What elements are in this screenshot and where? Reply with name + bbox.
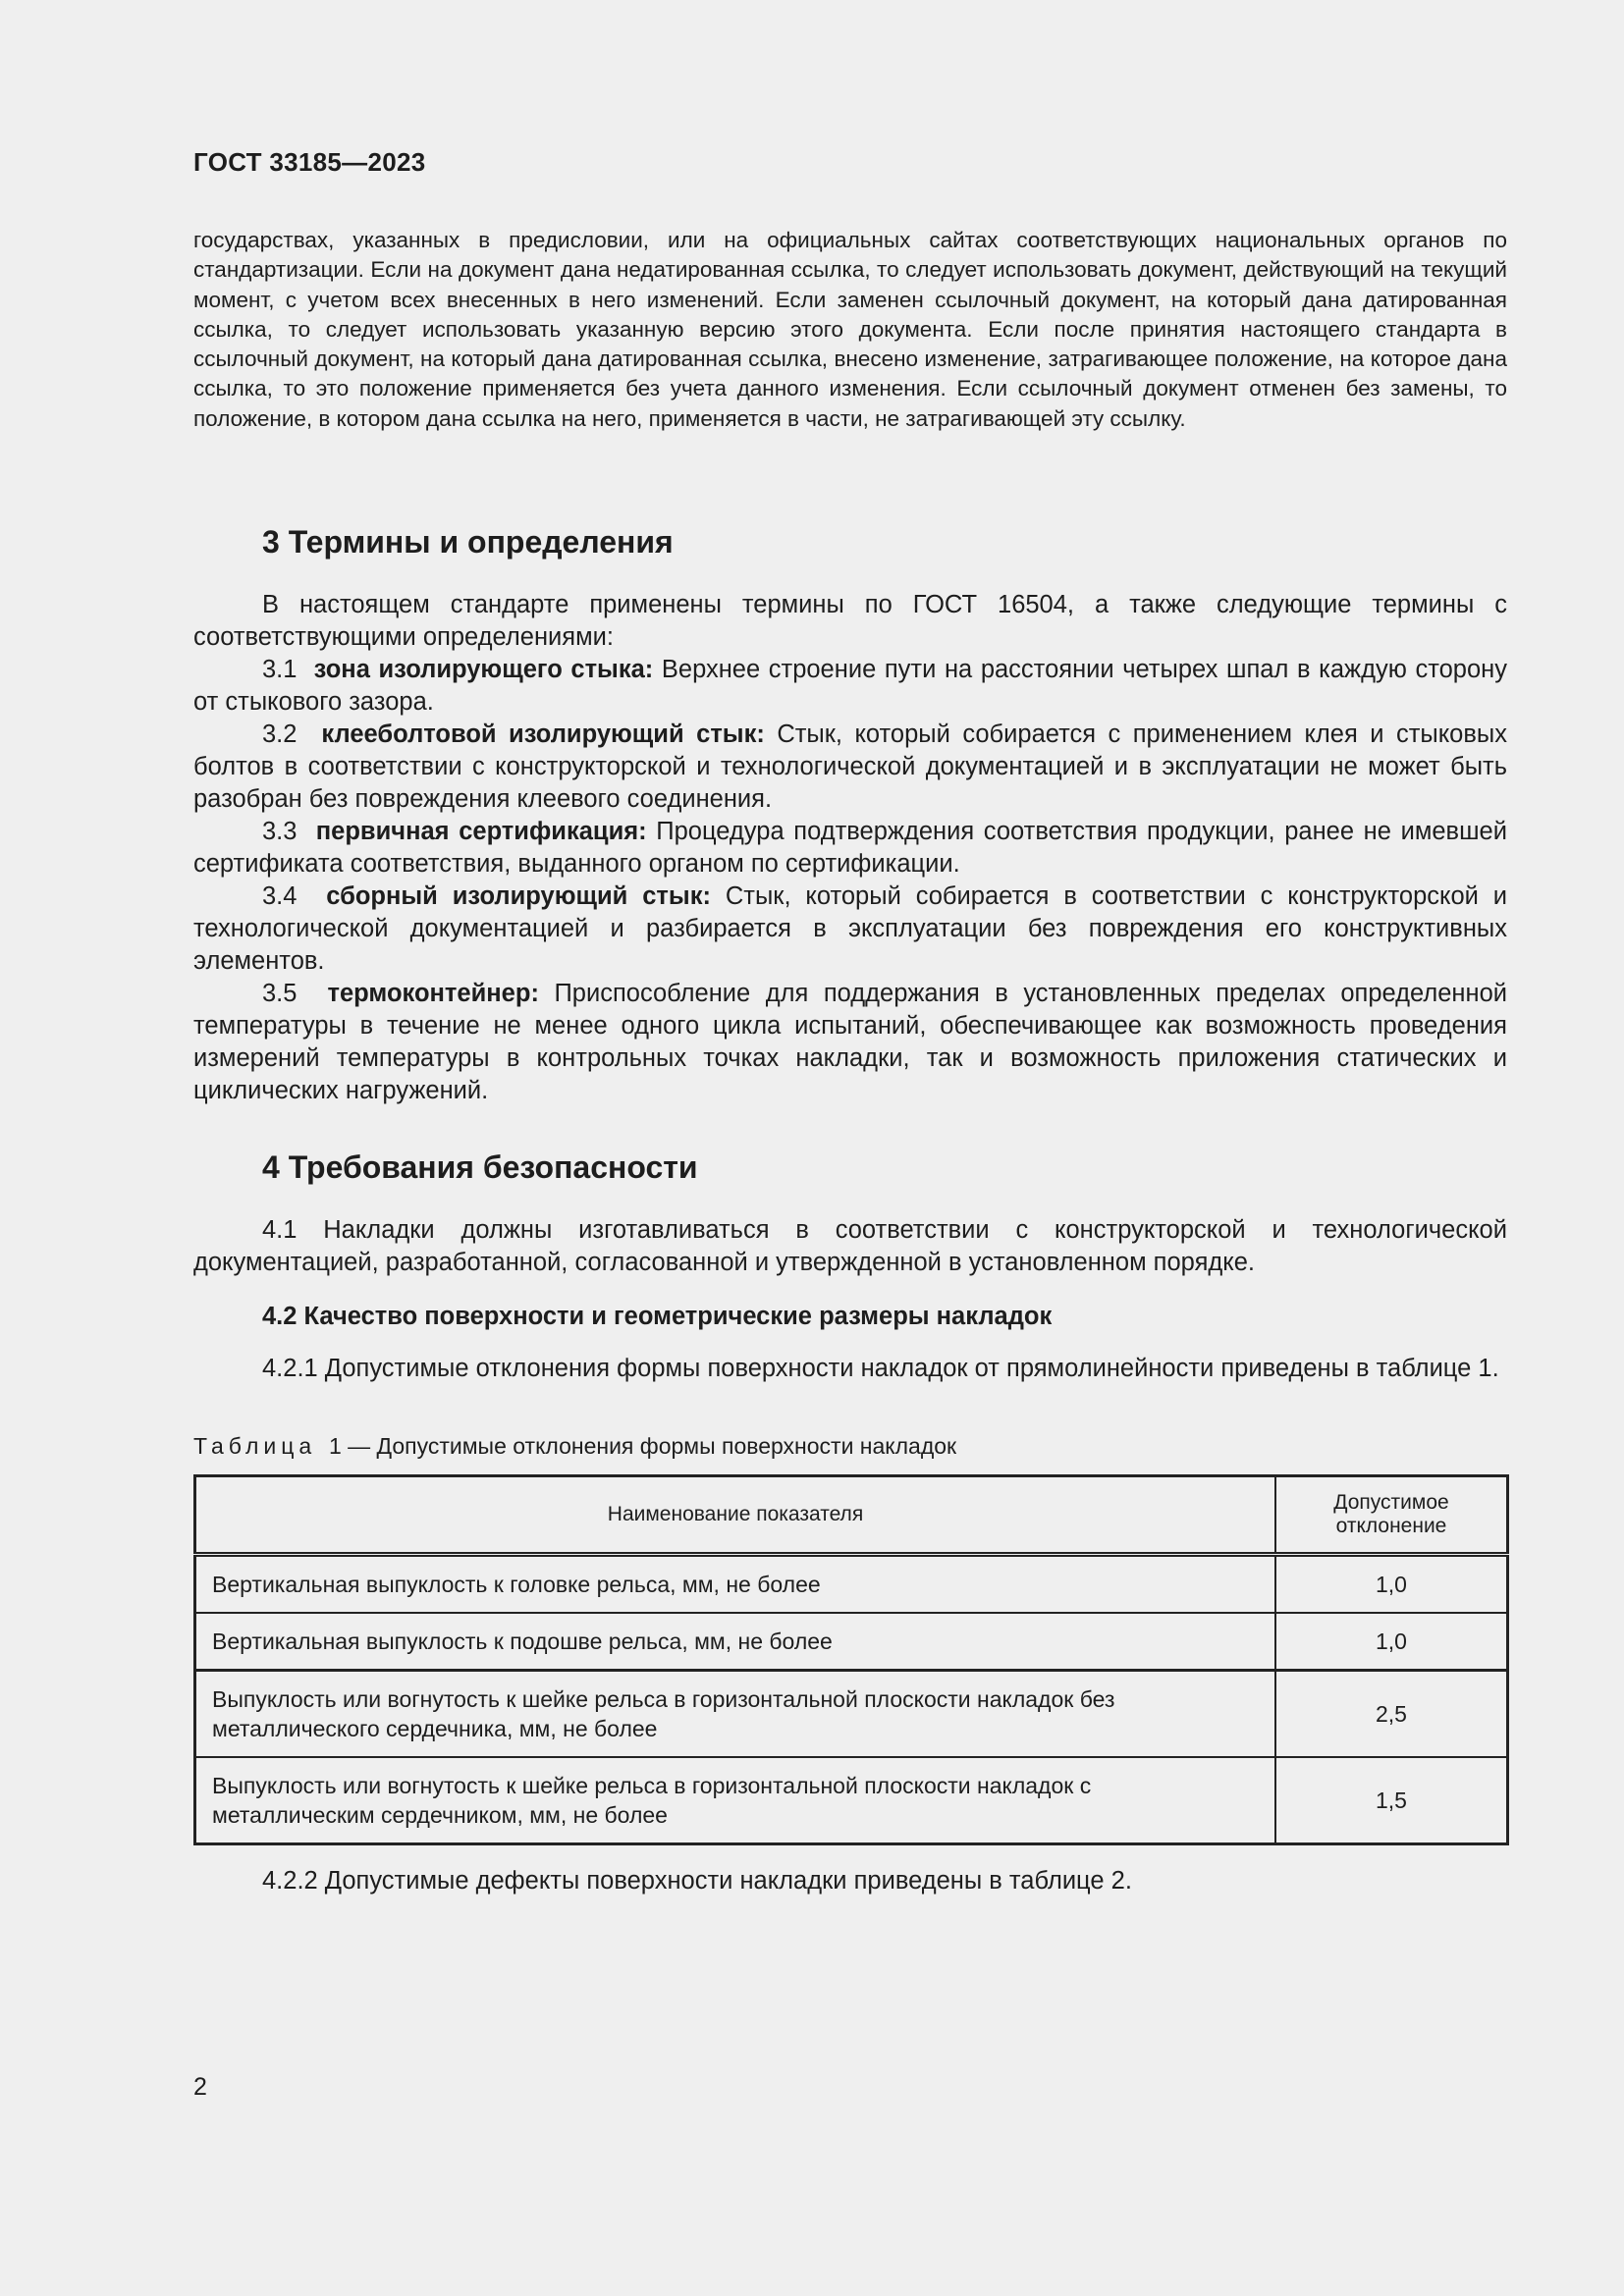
table-cell-value: 1,0 [1275, 1555, 1508, 1614]
term-3-3: 3.3 первичная сертификация: Процедура подтверждения соответствия продукции, ранее не имевшей сертификата соответствия, выданного органом по сертификации. [193, 818, 1507, 878]
table-row [195, 1613, 1508, 1671]
column-header-name: Наименование показателя [195, 1476, 1276, 1555]
section-3 [193, 520, 1507, 1107]
table-header-row [195, 1476, 1508, 1555]
table-cell-name: Выпуклость или вогнутость к шейке рельса в горизонтальной плоскости накладок с металлическим сердечником, мм, не более [195, 1757, 1276, 1844]
section-3-lead: В настоящем стандарте применены термины по ГОСТ 16504, а также следующие термины с соответствующими определениями: [193, 591, 1507, 651]
table-cell-value: 1,0 [1275, 1613, 1508, 1671]
document-header: ГОСТ 33185—2023 [193, 147, 426, 177]
term-3-1: 3.1 зона изолирующего стыка: Верхнее строение пути на расстоянии четырех шпал в каждую сторону от стыкового зазора. [193, 656, 1507, 716]
term-label: термоконтейнер: [327, 980, 539, 1007]
section-3-title: 3 Термины и определения [262, 524, 674, 560]
table-cell-value: 1,5 [1275, 1757, 1508, 1844]
term-label: зона изолирующего стыка: [313, 656, 654, 683]
section-4 [193, 1146, 1507, 1385]
table-row [195, 1671, 1508, 1758]
paragraph-4-2-2: 4.2.2 Допустимые дефекты поверхности накладки приведены в таблице 2. [262, 1867, 1132, 1895]
table-1-caption: Таблица 1 — Допустимые отклонения формы поверхности накладок [193, 1433, 957, 1459]
table-row [195, 1555, 1508, 1614]
term-label: сборный изолирующий стык: [326, 882, 711, 910]
term-label: первичная сертификация: [315, 818, 647, 845]
table-1 [193, 1474, 1509, 1845]
subsection-4-2-title: 4.2 Качество поверхности и геометрические размеры накладок [262, 1303, 1053, 1330]
table-cell-name: Вертикальная выпуклость к подошве рельса, мм, не более [195, 1613, 1276, 1671]
table-cell-name: Выпуклость или вогнутость к шейке рельса в горизонтальной плоскости накладок без металлического сердечника, мм, не более [195, 1671, 1276, 1758]
section-4-title: 4 Требования безопасности [262, 1149, 698, 1185]
intro-paragraph: государствах, указанных в предисловии, или на официальных сайтах соответствующих национальных органов по стандартизации. Если на документ дана недатированная ссылка, то следует использовать документ, действующий на текущий момент, с учетом всех внесенных в него изменений. Если заменен ссылочный документ, на который дана датированная ссылка, то следует использовать указанную версию этого документа. Если после принятия настоящего стандарта в ссылочный документ, на который дана датированная ссылка, внесено изменение, затрагивающее положение, на которое дана ссылка, то это положение применяется без учета данного изменения. Если ссылочный документ отменен без замены, то положение, в котором дана ссылка на него, применяется в части, не затрагивающей эту ссылку. [193, 228, 1507, 431]
term-3-5: 3.5 термоконтейнер: Приспособление для поддержания в установленных пределах определенной температуры в течение не менее одного цикла испытаний, обеспечивающее как возможность проведения измерений температуры в контрольных точках накладки, так и возможность приложения статических и циклических нагружений. [193, 980, 1508, 1104]
table-cell-name: Вертикальная выпуклость к головке рельса, мм, не более [195, 1555, 1276, 1614]
paragraph-4-1: 4.1 Накладки должны изготавливаться в соответствии с конструкторской и технологической документацией, разработанной, согласованной и утвержденной в установленном порядке. [193, 1216, 1507, 1276]
column-header-value: Допустимое отклонение [1275, 1476, 1508, 1555]
page-number: 2 [193, 2073, 207, 2101]
table-row [195, 1757, 1508, 1844]
term-label: клееболтовой изолирующий стык: [321, 721, 765, 748]
paragraph-4-2-1: 4.2.1 Допустимые отклонения формы поверхности накладок от прямолинейности приведены в таблице 1. [262, 1355, 1499, 1382]
term-3-4: 3.4 сборный изолирующий стык: Стык, который собирается в соответствии с конструкторской и технологической документацией и разбирается в эксплуатации без повреждения его конструктивных элементов. [193, 882, 1508, 975]
table-cell-value: 2,5 [1275, 1671, 1508, 1758]
term-3-2: 3.2 клееболтовой изолирующий стык: Стык, который собирается с применением клея и стыковых болтов в соответствии с конструкторской и технологической документацией и в эксплуатации не может быть разобран без повреждения клеевого соединения. [193, 721, 1507, 813]
